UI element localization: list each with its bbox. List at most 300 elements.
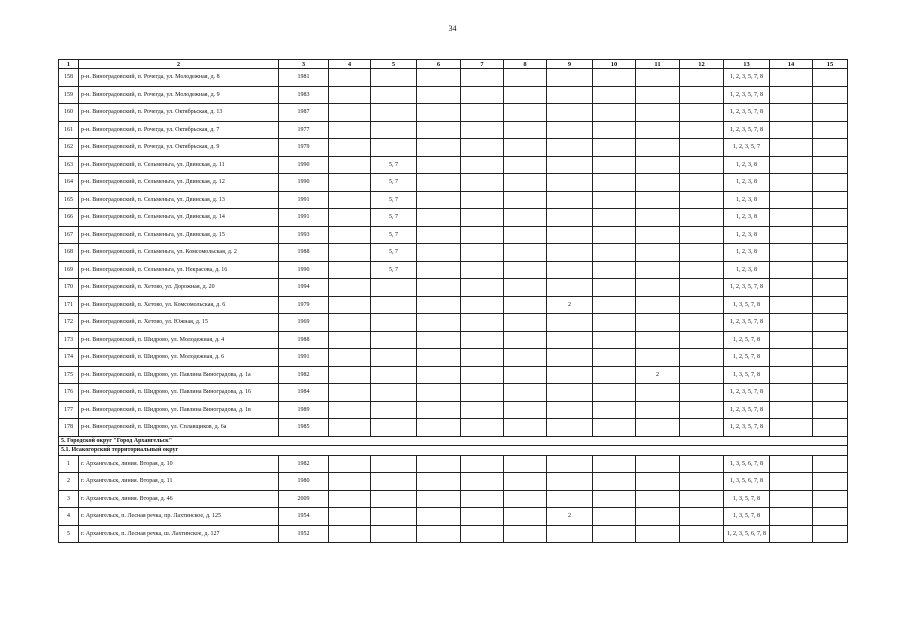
col13-cell: 1, 3, 5, 6, 7, 8 — [724, 455, 770, 473]
table-row — [59, 331, 848, 349]
address-cell: р-н. Виноградовский, п. Шидрово, ул. Павлина Виноградова, д. 1а — [79, 366, 279, 384]
empty-cell — [461, 331, 504, 349]
empty-cell — [770, 226, 813, 244]
col11-cell — [636, 121, 680, 139]
col13-cell: 1, 2, 3, 5, 7, 8 — [724, 69, 770, 87]
address-cell: р-н. Виноградовский, п. Хетово, ул. Дорожная, д. 20 — [79, 279, 279, 297]
row-number-cell: 165 — [59, 191, 79, 209]
col9-cell — [547, 104, 593, 122]
col13-cell: 1, 2, 3, 8 — [724, 261, 770, 279]
empty-cell — [770, 139, 813, 157]
table-row — [59, 139, 848, 157]
col5-cell: 5, 7 — [371, 174, 417, 192]
col9-cell — [547, 261, 593, 279]
empty-cell — [461, 525, 504, 543]
empty-cell — [417, 384, 461, 402]
empty-cell — [680, 156, 724, 174]
col9-cell — [547, 121, 593, 139]
col11-cell — [636, 314, 680, 332]
empty-cell — [770, 174, 813, 192]
col9-cell — [547, 244, 593, 262]
empty-cell — [329, 226, 371, 244]
col5-cell — [371, 401, 417, 419]
table-row — [59, 508, 848, 526]
empty-cell — [770, 209, 813, 227]
year-cell: 1990 — [279, 261, 329, 279]
table-row — [59, 349, 848, 367]
section-heading-row — [59, 436, 848, 446]
empty-cell — [504, 226, 547, 244]
row-number-cell: 171 — [59, 296, 79, 314]
col5-cell — [371, 366, 417, 384]
table-row — [59, 209, 848, 227]
empty-cell — [461, 314, 504, 332]
col5-cell — [371, 419, 417, 437]
table-row — [59, 490, 848, 508]
col11-cell — [636, 279, 680, 297]
empty-cell — [417, 121, 461, 139]
empty-cell — [770, 191, 813, 209]
empty-cell — [770, 473, 813, 491]
col9-cell — [547, 69, 593, 87]
row-number-cell: 175 — [59, 366, 79, 384]
empty-cell — [461, 244, 504, 262]
row-number-cell: 174 — [59, 349, 79, 367]
empty-cell — [329, 419, 371, 437]
empty-cell — [461, 508, 504, 526]
empty-cell — [813, 86, 848, 104]
table-row — [59, 226, 848, 244]
row-number-cell: 166 — [59, 209, 79, 227]
empty-cell — [680, 296, 724, 314]
empty-cell — [329, 455, 371, 473]
empty-cell — [813, 314, 848, 332]
empty-cell — [813, 209, 848, 227]
year-cell: 1987 — [279, 104, 329, 122]
col9-cell — [547, 331, 593, 349]
col13-cell: 1, 3, 5, 7, 8 — [724, 366, 770, 384]
col9-cell — [547, 279, 593, 297]
table-row — [59, 366, 848, 384]
empty-cell — [329, 174, 371, 192]
col11-cell — [636, 156, 680, 174]
empty-cell — [504, 384, 547, 402]
empty-cell — [504, 156, 547, 174]
row-number-cell: 170 — [59, 279, 79, 297]
row-number-cell: 164 — [59, 174, 79, 192]
empty-cell — [417, 366, 461, 384]
year-cell: 1952 — [279, 525, 329, 543]
col13-cell: 1, 3, 5, 7, 8 — [724, 296, 770, 314]
col5-cell: 5, 7 — [371, 226, 417, 244]
empty-cell — [461, 401, 504, 419]
col11-cell — [636, 525, 680, 543]
empty-cell — [593, 384, 636, 402]
empty-cell — [329, 261, 371, 279]
empty-cell — [417, 174, 461, 192]
empty-cell — [813, 139, 848, 157]
table-row — [59, 401, 848, 419]
empty-cell — [813, 419, 848, 437]
empty-cell — [461, 490, 504, 508]
empty-cell — [461, 226, 504, 244]
col9-cell — [547, 419, 593, 437]
empty-cell — [680, 226, 724, 244]
empty-cell — [461, 104, 504, 122]
col13-cell: 1, 2, 5, 7, 8 — [724, 331, 770, 349]
col9-cell — [547, 156, 593, 174]
empty-cell — [813, 384, 848, 402]
address-cell: р-н. Виноградовский, п. Рочегда, ул. Октябрьская, д. 9 — [79, 139, 279, 157]
empty-cell — [680, 314, 724, 332]
section-heading: 5.1. Исакогорский территориальный округ — [59, 446, 848, 456]
empty-cell — [593, 86, 636, 104]
empty-cell — [329, 296, 371, 314]
table-row — [59, 314, 848, 332]
empty-cell — [504, 209, 547, 227]
empty-cell — [593, 156, 636, 174]
empty-cell — [770, 279, 813, 297]
address-cell: р-н. Виноградовский, п. Сельменьга, ул. Двинская, д. 11 — [79, 156, 279, 174]
empty-cell — [504, 401, 547, 419]
empty-cell — [813, 296, 848, 314]
year-cell: 1977 — [279, 121, 329, 139]
empty-cell — [770, 244, 813, 262]
row-number-cell: 163 — [59, 156, 79, 174]
row-number-cell: 177 — [59, 401, 79, 419]
col13-cell: 1, 2, 3, 8 — [724, 174, 770, 192]
table-row — [59, 261, 848, 279]
table-row — [59, 279, 848, 297]
year-cell: 1984 — [279, 384, 329, 402]
empty-cell — [417, 401, 461, 419]
empty-cell — [770, 401, 813, 419]
empty-cell — [593, 174, 636, 192]
col11-cell — [636, 401, 680, 419]
address-cell: г. Архангельск, линия. Вторая, д. 11 — [79, 473, 279, 491]
col13-cell: 1, 2, 3, 5, 7, 8 — [724, 279, 770, 297]
section-heading: 5. Городской округ "Город Архангельск" — [59, 436, 848, 446]
empty-cell — [461, 209, 504, 227]
col11-cell — [636, 473, 680, 491]
empty-cell — [417, 473, 461, 491]
col9-cell — [547, 349, 593, 367]
empty-cell — [417, 104, 461, 122]
empty-cell — [593, 104, 636, 122]
empty-cell — [504, 296, 547, 314]
empty-cell — [680, 244, 724, 262]
column-header: 2 — [79, 60, 279, 69]
empty-cell — [770, 525, 813, 543]
col13-cell: 1, 2, 3, 5, 7, 8 — [724, 104, 770, 122]
col11-cell — [636, 419, 680, 437]
col13-cell: 1, 2, 3, 5, 7, 8 — [724, 401, 770, 419]
empty-cell — [593, 121, 636, 139]
column-header: 15 — [813, 60, 848, 69]
col13-cell: 1, 2, 3, 8 — [724, 244, 770, 262]
empty-cell — [680, 209, 724, 227]
year-cell: 2009 — [279, 490, 329, 508]
col13-cell: 1, 2, 3, 5, 7, 8 — [724, 121, 770, 139]
address-cell: р-н. Виноградовский, п. Хетово, ул. Южная, д. 15 — [79, 314, 279, 332]
empty-cell — [417, 226, 461, 244]
empty-cell — [813, 226, 848, 244]
empty-cell — [770, 121, 813, 139]
year-cell: 1980 — [279, 473, 329, 491]
empty-cell — [593, 366, 636, 384]
empty-cell — [770, 508, 813, 526]
empty-cell — [417, 261, 461, 279]
empty-cell — [461, 366, 504, 384]
empty-cell — [593, 244, 636, 262]
empty-cell — [329, 401, 371, 419]
col13-cell: 1, 2, 3, 5, 7, 8 — [724, 384, 770, 402]
empty-cell — [813, 261, 848, 279]
empty-cell — [461, 455, 504, 473]
table-row — [59, 455, 848, 473]
col9-cell — [547, 209, 593, 227]
col11-cell: 2 — [636, 366, 680, 384]
col13-cell: 1, 3, 5, 6, 7, 8 — [724, 473, 770, 491]
empty-cell — [504, 525, 547, 543]
year-cell: 1981 — [279, 69, 329, 87]
empty-cell — [593, 209, 636, 227]
empty-cell — [593, 261, 636, 279]
empty-cell — [593, 525, 636, 543]
row-number-cell: 169 — [59, 261, 79, 279]
col5-cell: 5, 7 — [371, 244, 417, 262]
col5-cell: 5, 7 — [371, 191, 417, 209]
row-number-cell: 173 — [59, 331, 79, 349]
empty-cell — [461, 473, 504, 491]
empty-cell — [813, 191, 848, 209]
address-cell: р-н. Виноградовский, п. Шидрово, ул. Молодежная, д. 6 — [79, 349, 279, 367]
col13-cell: 1, 3, 5, 7, 8 — [724, 508, 770, 526]
table-row — [59, 296, 848, 314]
empty-cell — [417, 139, 461, 157]
row-number-cell: 159 — [59, 86, 79, 104]
table-row — [59, 473, 848, 491]
empty-cell — [680, 366, 724, 384]
address-cell: р-н. Виноградовский, п. Хетово, ул. Комсомольская, д. 6 — [79, 296, 279, 314]
empty-cell — [593, 473, 636, 491]
empty-cell — [770, 490, 813, 508]
table-row — [59, 156, 848, 174]
year-cell: 1983 — [279, 86, 329, 104]
column-header: 7 — [461, 60, 504, 69]
col5-cell — [371, 86, 417, 104]
column-header: 14 — [770, 60, 813, 69]
empty-cell — [417, 525, 461, 543]
address-cell: г. Архангельск, линия. Вторая, д. 46 — [79, 490, 279, 508]
col5-cell — [371, 331, 417, 349]
address-cell: р-н. Виноградовский, п. Сельменьга, ул. Двинская, д. 15 — [79, 226, 279, 244]
col9-cell — [547, 366, 593, 384]
row-number-cell: 162 — [59, 139, 79, 157]
empty-cell — [813, 279, 848, 297]
empty-cell — [770, 261, 813, 279]
empty-cell — [813, 490, 848, 508]
row-number-cell: 5 — [59, 525, 79, 543]
address-cell: р-н. Виноградовский, п. Сельменьга, ул. Комсомольская, д. 2 — [79, 244, 279, 262]
empty-cell — [770, 366, 813, 384]
empty-cell — [593, 401, 636, 419]
empty-cell — [329, 490, 371, 508]
address-cell: р-н. Виноградовский, п. Шидрово, ул. Павлина Виноградова, д. 16 — [79, 384, 279, 402]
empty-cell — [461, 384, 504, 402]
col11-cell — [636, 191, 680, 209]
col5-cell — [371, 314, 417, 332]
col9-cell — [547, 525, 593, 543]
empty-cell — [504, 261, 547, 279]
col5-cell — [371, 104, 417, 122]
column-header: 3 — [279, 60, 329, 69]
empty-cell — [770, 349, 813, 367]
empty-cell — [417, 419, 461, 437]
col9-cell — [547, 226, 593, 244]
col5-cell — [371, 384, 417, 402]
col9-cell — [547, 473, 593, 491]
empty-cell — [329, 331, 371, 349]
table-row — [59, 384, 848, 402]
empty-cell — [813, 121, 848, 139]
empty-cell — [417, 86, 461, 104]
table-body — [59, 69, 848, 543]
col11-cell — [636, 349, 680, 367]
address-cell: г. Архангельск, линия. Вторая, д. 10 — [79, 455, 279, 473]
year-cell: 1990 — [279, 174, 329, 192]
col11-cell — [636, 384, 680, 402]
empty-cell — [329, 156, 371, 174]
col9-cell: 2 — [547, 508, 593, 526]
col13-cell: 1, 3, 5, 7, 8 — [724, 490, 770, 508]
empty-cell — [417, 69, 461, 87]
col5-cell — [371, 508, 417, 526]
empty-cell — [329, 209, 371, 227]
column-number-header-row — [59, 60, 848, 69]
year-cell: 1994 — [279, 279, 329, 297]
col11-cell — [636, 139, 680, 157]
empty-cell — [680, 139, 724, 157]
empty-cell — [504, 455, 547, 473]
col9-cell — [547, 314, 593, 332]
table-row — [59, 191, 848, 209]
empty-cell — [329, 384, 371, 402]
empty-cell — [813, 455, 848, 473]
col5-cell — [371, 69, 417, 87]
row-number-cell: 172 — [59, 314, 79, 332]
empty-cell — [770, 384, 813, 402]
empty-cell — [680, 490, 724, 508]
section-heading-row — [59, 446, 848, 456]
address-cell: р-н. Виноградовский, п. Рочегда, ул. Молодежная, д. 8 — [79, 69, 279, 87]
year-cell: 1988 — [279, 331, 329, 349]
col9-cell — [547, 174, 593, 192]
row-number-cell: 158 — [59, 69, 79, 87]
empty-cell — [417, 296, 461, 314]
empty-cell — [593, 314, 636, 332]
empty-cell — [417, 331, 461, 349]
col13-cell: 1, 2, 3, 5, 6, 7, 8 — [724, 525, 770, 543]
address-cell: р-н. Виноградовский, п. Рочегда, ул. Октябрьская, д. 7 — [79, 121, 279, 139]
empty-cell — [329, 473, 371, 491]
col11-cell — [636, 490, 680, 508]
col11-cell — [636, 209, 680, 227]
year-cell: 1989 — [279, 401, 329, 419]
empty-cell — [813, 366, 848, 384]
empty-cell — [680, 384, 724, 402]
column-header: 8 — [504, 60, 547, 69]
year-cell: 1985 — [279, 419, 329, 437]
empty-cell — [813, 349, 848, 367]
empty-cell — [770, 314, 813, 332]
col11-cell — [636, 86, 680, 104]
empty-cell — [593, 455, 636, 473]
col5-cell — [371, 473, 417, 491]
empty-cell — [461, 349, 504, 367]
empty-cell — [504, 121, 547, 139]
col9-cell — [547, 401, 593, 419]
year-cell: 1979 — [279, 139, 329, 157]
empty-cell — [504, 366, 547, 384]
year-cell: 1988 — [279, 244, 329, 262]
col13-cell: 1, 2, 3, 8 — [724, 191, 770, 209]
empty-cell — [461, 69, 504, 87]
address-cell: г. Архангельск, п. Лесная речка, ш. Лахтинское, д. 127 — [79, 525, 279, 543]
empty-cell — [461, 156, 504, 174]
table-row — [59, 121, 848, 139]
col13-cell: 1, 2, 5, 7, 8 — [724, 349, 770, 367]
empty-cell — [593, 279, 636, 297]
empty-cell — [504, 104, 547, 122]
column-header: 11 — [636, 60, 680, 69]
empty-cell — [504, 349, 547, 367]
table-row — [59, 86, 848, 104]
table-row — [59, 244, 848, 262]
empty-cell — [417, 455, 461, 473]
empty-cell — [593, 226, 636, 244]
col5-cell — [371, 296, 417, 314]
table-row — [59, 419, 848, 437]
col9-cell: 2 — [547, 296, 593, 314]
column-header: 13 — [724, 60, 770, 69]
row-number-cell: 4 — [59, 508, 79, 526]
col9-cell — [547, 191, 593, 209]
empty-cell — [504, 69, 547, 87]
col5-cell: 5, 7 — [371, 261, 417, 279]
col13-cell: 1, 2, 3, 5, 7, 8 — [724, 419, 770, 437]
column-header: 9 — [547, 60, 593, 69]
col11-cell — [636, 244, 680, 262]
table-row — [59, 525, 848, 543]
empty-cell — [680, 508, 724, 526]
col11-cell — [636, 296, 680, 314]
col5-cell — [371, 139, 417, 157]
col13-cell: 1, 2, 3, 8 — [724, 209, 770, 227]
row-number-cell: 3 — [59, 490, 79, 508]
empty-cell — [680, 174, 724, 192]
empty-cell — [504, 419, 547, 437]
col5-cell — [371, 455, 417, 473]
col13-cell: 1, 2, 3, 8 — [724, 156, 770, 174]
empty-cell — [417, 508, 461, 526]
col11-cell — [636, 331, 680, 349]
year-cell: 1979 — [279, 296, 329, 314]
empty-cell — [417, 314, 461, 332]
empty-cell — [680, 69, 724, 87]
year-cell: 1969 — [279, 314, 329, 332]
col11-cell — [636, 226, 680, 244]
